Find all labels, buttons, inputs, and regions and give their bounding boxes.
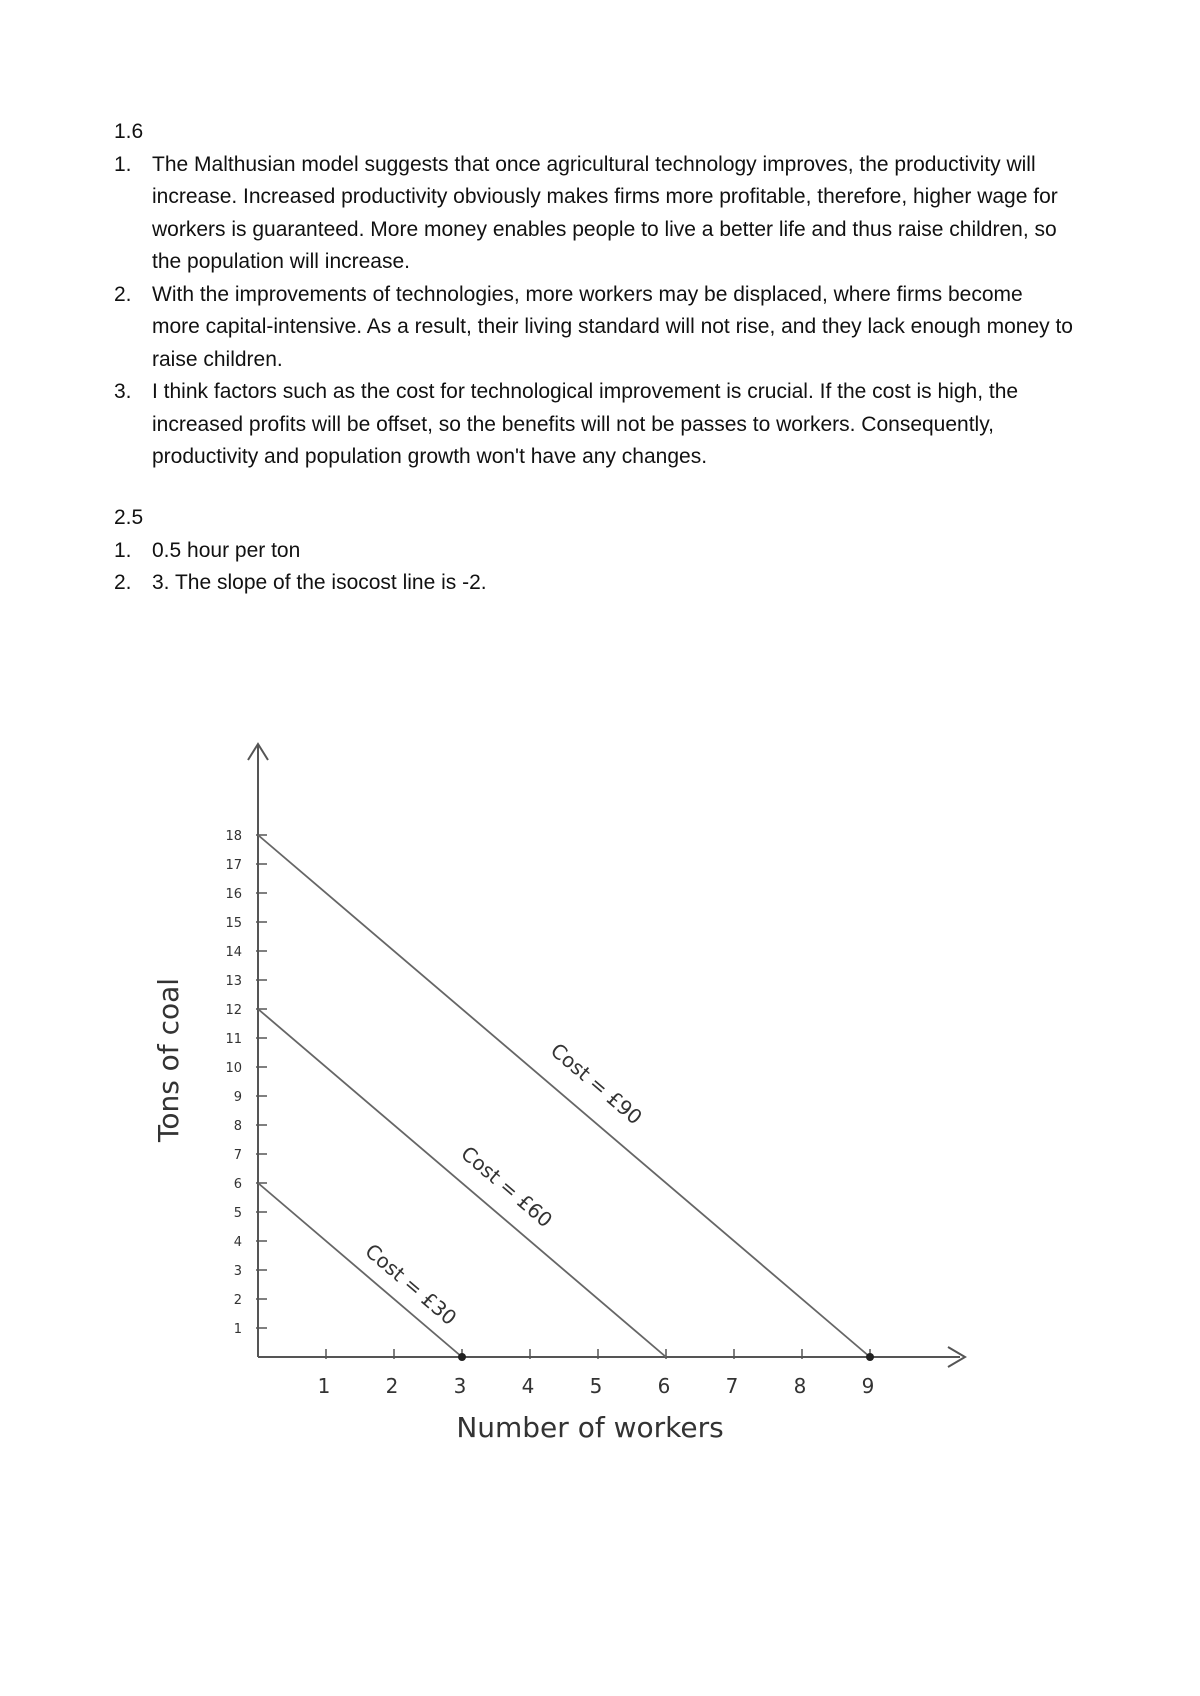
- isocost-label: Cost = £30: [360, 1238, 462, 1330]
- y-tick-label: 5: [233, 1206, 242, 1221]
- x-tick-label: 2: [385, 1374, 399, 1398]
- item-number: 1.: [114, 152, 132, 176]
- y-axis-label: Tons of coal: [152, 977, 185, 1143]
- y-tick-label: 13: [225, 974, 242, 989]
- y-tick-label: 14: [225, 945, 242, 960]
- x-tick-label: 9: [861, 1374, 875, 1398]
- y-tick-label: 16: [225, 887, 242, 902]
- x-tick-label: 1: [317, 1374, 331, 1398]
- x-axis-label: Number of workers: [456, 1411, 724, 1444]
- y-tick-label: 4: [233, 1235, 242, 1250]
- item-number: 3.: [114, 380, 132, 403]
- x-tick-label: 8: [793, 1374, 807, 1398]
- y-tick-label: 17: [225, 858, 242, 873]
- y-tick-label: 12: [225, 1003, 242, 1018]
- x-tick-label: 5: [589, 1374, 603, 1398]
- item-text: With the improvements of technologies, more workers may be displaced, where firms become more capital-intensive. As a result, their living standard will not rise, and they lack enough money to raise children.: [152, 282, 1073, 371]
- x-tick-label: 3: [453, 1374, 467, 1398]
- y-tick-label: 8: [233, 1119, 242, 1134]
- isocost-label: Cost = £90: [546, 1038, 647, 1130]
- item-number: 1.: [114, 538, 132, 562]
- isocost-line: [258, 835, 870, 1357]
- y-tick-label: 6: [233, 1177, 242, 1192]
- isocost-line: [258, 1009, 666, 1357]
- item-text: 0.5 hour per ton: [152, 538, 301, 562]
- item-number: 2.: [114, 282, 132, 306]
- data-point: [458, 1353, 466, 1361]
- x-tick-label: 4: [521, 1374, 535, 1398]
- y-tick-label: 11: [225, 1032, 242, 1047]
- isocost-label: Cost = £60: [456, 1141, 558, 1233]
- section-title: 2.5: [114, 506, 144, 529]
- y-tick-label: 7: [233, 1148, 242, 1163]
- y-tick-label: 9: [233, 1090, 242, 1105]
- x-tick-label: 6: [657, 1374, 671, 1398]
- data-point: [866, 1353, 874, 1361]
- item-text: 3. The slope of the isocost line is -2.: [152, 571, 487, 594]
- item-number: 2.: [114, 571, 132, 594]
- isocost-line: [258, 1183, 462, 1357]
- y-tick-label: 2: [233, 1293, 242, 1308]
- y-tick-label: 3: [233, 1264, 242, 1279]
- item-text: I think factors such as the cost for technological improvement is crucial. If the cost is high, the increased profits will be offset, so the benefits will not be passes to workers. Consequently, productivity and population growth won't have any changes.: [152, 380, 1019, 468]
- y-tick-label: 18: [225, 829, 242, 844]
- section-title: 1.6: [114, 120, 144, 143]
- y-tick-label: 1: [233, 1322, 242, 1337]
- item-text: The Malthusian model suggests that once agricultural technology improves, the productivity will increase. Increased productivity obviously makes firms more profitable, therefore, higher wage for workers is guaranteed. More money enables people to live a better life and thus raise children, so the population will increase.: [152, 152, 1058, 273]
- x-tick-label: 7: [725, 1374, 739, 1398]
- y-tick-label: 10: [225, 1061, 242, 1076]
- y-tick-label: 15: [225, 916, 242, 931]
